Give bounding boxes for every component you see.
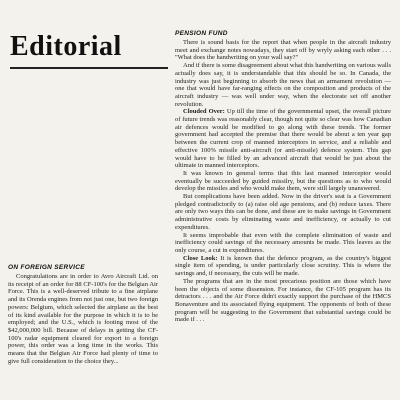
paragraph: And if there is some disagreement about what this handwriting on various walls actually does say, it is understandable that this should be so. In Canada, the industry was just beginning to absorb the news that an armament revolution — one that would have far-ranging effects on the composition and products of the aircraft industry — was well under way, when the electorate set off another revolution. xyxy=(175,62,391,108)
paragraph: It was known in general terms that this last manned interceptor would eventually be succeeded by guided missilry, but the questions as to who would develop the missiles and who would make them, were still largely unanswered. xyxy=(175,169,391,193)
clouded-over-lead: Clouded Over: xyxy=(183,108,225,116)
masthead xyxy=(10,30,168,69)
close-look-text: It is known that the defence program, as the country's biggest single item of spending, is under particularly close scrutiny. This is where the savings and, if necessary, the cuts will be made. xyxy=(175,254,391,278)
pension-fund-heading: PENSION FUND xyxy=(175,30,228,37)
paragraph: But complications have been added. Now in the driver's seat is a Government pledged contradictorily to (a) raise old age pensions, and (b) reduce taxes. There are only two ways this can be done, and these are to make savings in Government administrative costs by eliminating waste and inefficiency, or actually to cut expenditures. xyxy=(175,193,391,231)
paragraph: Congratulations are in order to Avro Aircraft Ltd. on its receipt of an order for 88 CF-100's for the Belgian Air Force. This is a well-deserved tribute to a fine airplane and its Orenda engines from not just one, but two foreign powers: Belgium, which selected the airplane as the best of its kind available for the purpose in which it is to be employed; and the U.S., which is footing most of the $42,000,000 bill. Because of delays in getting the CF-100's radar equipment cleared for export to a foreign power, this order was a long time in the works. This means that the Belgian Air Force had plenty of time to give full consideration to the choice they... xyxy=(8,273,158,365)
paragraph: The programs that are in the most precarious position are those which have been the objects of some dissension. For instance, the CF-105 program has its detractors . . . and the Air Force didn't exactly support the purchase of the HMCS Bonaventure and its associated flying equipment. The opponents of both of these program will be suggesting to the Government that substantial savings could be made if . . . xyxy=(175,277,391,324)
clouded-over-text: Up till the time of the governmental upset, the overall picture of future trends was reasonably clear, though not quite so clear was how Canadian air defences would be modified to go along with these trends. The former government had accepted the premise that there would be about a ten year gap between the current crop of manned interceptors in service, and a reliable and effective 100% missile anti-aircraft (or anti-missile) defence system. This gap would have to be filled by an advanced aircraft that would be just about the ultimate in manned interceptors. xyxy=(175,108,391,170)
close-look-lead: Close Look: xyxy=(183,254,218,262)
pension-fund-column xyxy=(175,30,391,324)
paragraph: There is sound basis for the report that when people in the aircraft industry meet and exchange notes nowadays, they start off by wryly asking each other . . . "What does the handwriting on your wall say?" xyxy=(175,39,391,62)
foreign-service-heading: ON FOREIGN SERVICE xyxy=(8,264,85,271)
paragraph xyxy=(175,108,391,170)
paragraph xyxy=(175,255,391,278)
title-rule xyxy=(10,67,168,69)
paragraph: It seems improbable that even with the complete elimination of waste and inefficiency could savings of the necessary amounts be made. This leaves as the only course, a cut in expenditures. xyxy=(175,231,391,254)
foreign-service-column xyxy=(8,264,158,365)
page-title: Editorial xyxy=(10,31,122,62)
